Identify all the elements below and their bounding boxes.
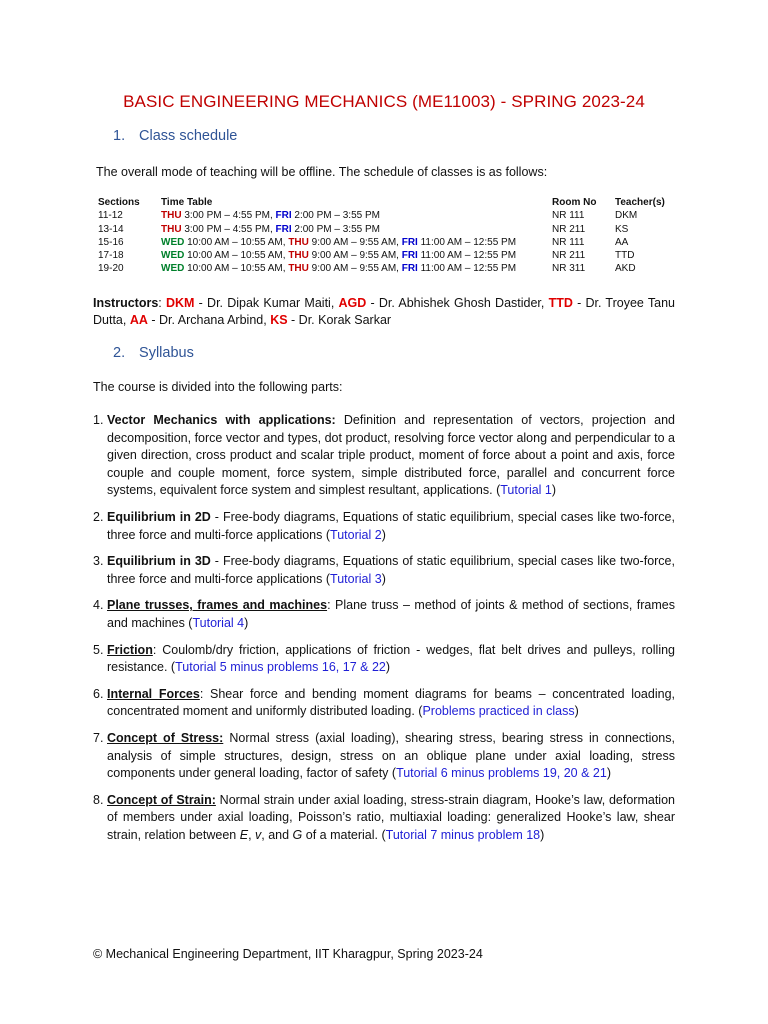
instructor-code: AA — [129, 313, 148, 327]
schedule-row — [98, 262, 675, 275]
item-title: Plane trusses, frames and machines — [107, 598, 328, 613]
footer: © Mechanical Engineering Department, IIT Kharagpur, Spring 2023-24 — [93, 947, 483, 961]
list-item — [93, 642, 675, 677]
slot-time: 10:00 AM – 10:55 AM, — [184, 263, 289, 275]
header-room: Room No — [552, 197, 597, 208]
schedule-intro: The overall mode of teaching will be offline. The schedule of classes is as follows: — [96, 165, 548, 179]
instructor-code: TTD — [548, 296, 573, 310]
list-item — [93, 553, 675, 588]
item-title: Internal Forces — [107, 686, 200, 701]
schedule-table — [98, 196, 675, 276]
item-title: Concept of Strain: — [107, 792, 216, 807]
instructor-code: KS — [270, 313, 288, 327]
day-wed: WED — [161, 263, 185, 275]
slot-time: 9:00 AM – 9:55 AM, — [308, 263, 402, 275]
slot-time: 9:00 AM – 9:55 AM, — [308, 250, 402, 262]
row-room: NR 111 — [552, 210, 585, 222]
row-sections: 13-14 — [98, 223, 124, 235]
item-number: 3. — [93, 554, 104, 569]
row-timetable — [161, 236, 552, 249]
row-timetable — [161, 249, 552, 262]
list-item — [93, 730, 675, 783]
schedule-row — [98, 236, 675, 249]
slot-time: 10:00 AM – 10:55 AM, — [184, 236, 289, 248]
row-room: NR 311 — [552, 263, 586, 275]
item-body: : Shear force and bending moment diagrams for beams – concentrated loading, concentrated moment and uniformly distributed loading. ( — [107, 686, 675, 719]
section-heading-syllabus — [113, 345, 194, 361]
tutorial-link[interactable]: Tutorial 2 — [330, 527, 382, 542]
day-wed: WED — [161, 250, 185, 262]
schedule-row — [98, 223, 675, 236]
schedule-row — [98, 209, 675, 222]
item-tail: ) — [540, 827, 545, 842]
instructor-name: - Dr. Korak Sarkar — [287, 313, 392, 327]
instructor-code: AGD — [338, 296, 367, 310]
item-number: 2. — [93, 509, 104, 524]
row-sections: 11-12 — [98, 210, 123, 222]
item-tail: ) — [244, 615, 249, 630]
tutorial-link[interactable]: Problems practiced in class — [422, 704, 575, 719]
tutorial-link[interactable]: Tutorial 5 minus problems 16, 17 & 22 — [175, 660, 386, 675]
item-body: : Plane truss – method of joints & method of sections, frames and machines ( — [107, 598, 675, 630]
schedule-row — [98, 249, 675, 262]
row-room: NR 211 — [552, 250, 586, 262]
item-number: 7. — [93, 730, 104, 745]
schedule-header-row — [98, 196, 675, 209]
list-item — [93, 686, 675, 721]
item-title: Friction — [107, 642, 153, 657]
instructor-code: DKM — [165, 296, 195, 310]
item-body-text: of a material. ( — [302, 827, 386, 842]
item-number: 8. — [93, 792, 104, 807]
day-fri: FRI — [401, 263, 418, 275]
section-heading-schedule — [113, 128, 237, 144]
row-teacher: AKD — [615, 263, 636, 275]
slot-time: 11:00 AM – 12:55 PM — [417, 250, 517, 262]
tutorial-link[interactable]: Tutorial 6 minus problems 19, 20 & 21 — [396, 766, 607, 781]
header-timetable: Time Table — [161, 197, 213, 208]
instructors-label: Instructors — [93, 296, 159, 310]
header-sections: Sections — [98, 197, 140, 208]
day-thu: THU — [288, 263, 309, 275]
item-body-text: , and — [261, 827, 293, 842]
syllabus-intro: The course is divided into the following parts: — [93, 380, 343, 394]
tutorial-link[interactable]: Tutorial 4 — [192, 615, 245, 630]
tutorial-link[interactable]: Tutorial 3 — [330, 571, 382, 586]
slot-time: 2:00 PM – 3:55 PM — [291, 223, 380, 235]
item-body: Normal stress (axial loading), shearing stress, bearing stress in connections, analysis of simple structures, design, stress on an oblique plane under axial loading, stress components under general loading, factor of safety ( — [107, 730, 675, 781]
row-room: NR 211 — [552, 223, 586, 235]
italic-symbol: v — [255, 827, 262, 842]
slot-time: 10:00 AM – 10:55 AM, — [184, 250, 289, 262]
day-thu: THU — [161, 223, 182, 235]
syllabus-list — [93, 412, 675, 853]
page-title: BASIC ENGINEERING MECHANICS (ME11003) - SPRING 2023-24 — [123, 92, 645, 111]
row-teacher: TTD — [615, 250, 635, 262]
instructor-name: - Dr. Abhishek Ghosh Dastider, — [366, 296, 549, 310]
section-number: 1. — [113, 128, 126, 144]
instructor-name: - Dr. Troyee Tanu Dutta, — [93, 296, 675, 327]
row-sections: 19-20 — [98, 263, 124, 275]
item-body: Definition and representation of vectors, projection and decomposition, force vector and types, dot product, resolving force vector along and perpendicular to a given direction, cross product and scalar triple product, moment of force about a point and axis, force couple and couple moment, force system, simple distributed force, parallel and concurrent force systems, equivalent force system and simplest resultant, applications. ( — [107, 413, 675, 498]
list-item — [93, 509, 675, 544]
day-fri: FRI — [401, 236, 418, 248]
item-title: Equilibrium in 2D — [107, 509, 211, 524]
row-timetable — [161, 209, 552, 222]
italic-symbol: E — [239, 827, 249, 842]
item-body: Normal strain under axial loading, stress-strain diagram, Hooke’s law, deformation of members under axial loading, Poisson’s ratio, multiaxial loading: generalized Hooke’s law, shear strain, relation between — [107, 792, 675, 842]
item-number: 1. — [93, 413, 104, 427]
section-title: Syllabus — [139, 345, 194, 361]
tutorial-link[interactable]: Tutorial 1 — [500, 483, 552, 498]
item-tail: ) — [574, 704, 579, 719]
slot-time: 11:00 AM – 12:55 PM — [417, 263, 517, 275]
item-tail: ) — [381, 571, 386, 586]
list-item — [93, 412, 675, 500]
instructors-paragraph — [93, 295, 675, 329]
day-fri: FRI — [401, 250, 418, 262]
list-item — [93, 792, 675, 845]
row-teacher: KS — [615, 223, 629, 235]
item-number: 6. — [93, 686, 104, 701]
row-timetable — [161, 262, 552, 275]
item-tail: ) — [385, 660, 391, 675]
day-thu: THU — [161, 210, 182, 222]
day-fri: FRI — [275, 223, 292, 235]
row-sections: 17-18 — [98, 250, 124, 262]
slot-time: 9:00 AM – 9:55 AM, — [308, 236, 402, 248]
slot-time: 3:00 PM – 4:55 PM, — [181, 210, 276, 222]
italic-symbol: G — [292, 827, 303, 842]
instructor-name: - Dr. Dipak Kumar Maiti, — [194, 296, 339, 310]
item-title: Equilibrium in 3D — [107, 554, 211, 569]
day-fri: FRI — [275, 210, 292, 222]
item-tail: ) — [606, 766, 611, 781]
day-thu: THU — [288, 236, 309, 248]
list-item — [93, 597, 675, 632]
item-number: 5. — [93, 642, 104, 657]
header-teacher: Teacher(s) — [615, 197, 665, 208]
row-teacher: AA — [615, 236, 629, 248]
item-number: 4. — [93, 598, 104, 613]
slot-time: 3:00 PM – 4:55 PM, — [181, 223, 276, 235]
section-number: 2. — [113, 345, 126, 361]
slot-time: 2:00 PM – 3:55 PM — [291, 210, 380, 222]
tutorial-link[interactable]: Tutorial 7 minus problem 18 — [385, 827, 541, 842]
item-tail: ) — [381, 527, 386, 542]
day-thu: THU — [288, 250, 309, 262]
item-title: Concept of Stress: — [107, 730, 224, 745]
schedule-body — [98, 209, 675, 275]
instructor-name: - Dr. Archana Arbind, — [147, 313, 271, 327]
row-teacher: DKM — [615, 210, 638, 222]
item-body-text: , — [248, 827, 256, 842]
item-body: - Free-body diagrams, Equations of static equilibrium, special cases like two-force, three force and multi-force applications ( — [107, 554, 675, 586]
row-sections: 15-16 — [98, 236, 124, 248]
row-room: NR 111 — [552, 236, 585, 248]
row-timetable — [161, 223, 552, 236]
item-tail: ) — [551, 483, 557, 498]
slot-time: 11:00 AM – 12:55 PM — [417, 236, 517, 248]
item-title: Vector Mechanics with applications: — [107, 413, 336, 427]
day-wed: WED — [161, 236, 185, 248]
item-body: - Free-body diagrams, Equations of static equilibrium, special cases like two-force, three force and multi-force applications ( — [107, 509, 675, 542]
item-body: : Coulomb/dry friction, applications of friction - wedges, flat belt drives and pulleys, rolling resistance. ( — [107, 642, 675, 675]
instructors-colon: : — [158, 296, 166, 310]
section-title: Class schedule — [139, 128, 238, 144]
